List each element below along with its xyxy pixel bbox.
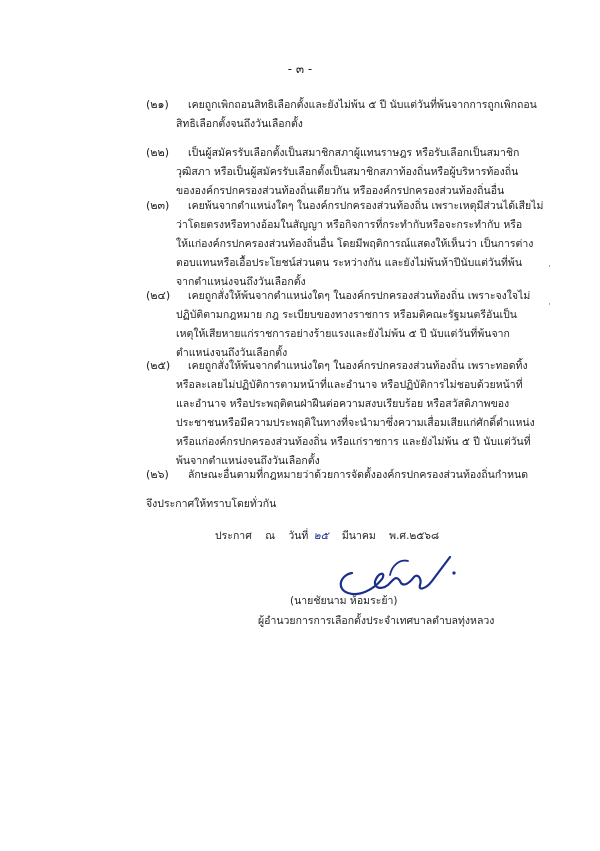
page-number: - ๓ - bbox=[287, 62, 313, 76]
item-number: (๒๕) bbox=[146, 359, 171, 372]
item-number: (๒๓) bbox=[146, 199, 170, 212]
item-line: หรือละเลยไม่ปฏิบัติการตามหน้าที่และอำนาจ หรือปฏิบัติการไม่ชอบด้วยหน้าที่ bbox=[176, 379, 523, 391]
item-line: ปฏิบัติตามกฎหมาย กฎ ระเบียบของทางราชการ หรือมติคณะรัฐมนตรีอันเป็น bbox=[176, 309, 517, 321]
item-line: ให้แก่องค์กรปกครองส่วนท้องถิ่นอื่น โดยมีพฤติการณ์แสดงให้เห็นว่า เป็นการต่าง bbox=[176, 238, 534, 250]
item-number: (๒๑) bbox=[146, 98, 169, 111]
announce-month: มีนาคม bbox=[341, 530, 376, 542]
announce-year: พ.ศ.๒๕๖๘ bbox=[389, 530, 440, 542]
item-line: เคยถูกสั่งให้พ้นจากตำแหน่งใดๆ ในองค์กรปกครองส่วนท้องถิ่น เพราะทอดทิ้ง bbox=[188, 360, 528, 372]
item-line: เคยถูกสั่งให้พ้นจากตำแหน่งใดๆ ในองค์กรปกครองส่วนท้องถิ่น เพราะจงใจไม่ bbox=[188, 290, 531, 302]
announce-label: ประกาศ bbox=[215, 530, 252, 542]
item-line: และอำนาจ หรือประพฤติตนฝ่าฝืนต่อความสงบเรียบร้อย หรือสวัสดิภาพของ bbox=[176, 398, 510, 410]
item-line: เหตุให้เสียหายแก่ราชการอย่างร้ายแรงและยังไม่พ้น ๕ ปี นับแต่วันที่พ้นจาก bbox=[176, 328, 510, 340]
item-line: สิทธิเลือกตั้งจนถึงวันเลือกตั้ง bbox=[176, 118, 303, 130]
item-line: เป็นผู้สมัครรับเลือกตั้งเป็นสมาชิกสภาผู้แทนราษฎร หรือรับเลือกเป็นสมาชิก bbox=[188, 147, 520, 159]
announce-day-handwritten: ๒๕ bbox=[313, 530, 329, 542]
item-line: จากตำแหน่งจนถึงวันเลือกตั้ง bbox=[176, 276, 306, 288]
item-number: (๒๖) bbox=[146, 468, 169, 481]
item-line: เคยพ้นจากตำแหน่งใดๆ ในองค์กรปกครองส่วนท้องถิ่น เพราะเหตุมีส่วนได้เสียไม่ bbox=[188, 200, 544, 212]
item-line: ตอบแทนหรือเอื้อประโยชน์ส่วนตน ระหว่างกัน และยังไม่พ้นห้าปีนับแต่วันที่พ้น bbox=[176, 257, 523, 269]
margin-mark: · bbox=[548, 300, 551, 310]
item-line: ลักษณะอื่นตามที่กฎหมายว่าด้วยการจัดตั้งองค์กรปกครองส่วนท้องถิ่นกำหนด bbox=[188, 469, 529, 481]
item-line: เคยถูกเพิกถอนสิทธิเลือกตั้งและยังไม่พ้น ๕ ปี นับแต่วันที่พ้นจากการถูกเพิกถอน bbox=[188, 99, 537, 111]
item-line: หรือแก่องค์กรปกครองส่วนท้องถิ่น หรือแก่ราชการ และยังไม่พ้น ๕ ปี นับแต่วันที่ bbox=[176, 436, 531, 448]
margin-mark: · bbox=[548, 262, 551, 272]
item-line: วุฒิสภา หรือเป็นผู้สมัครรับเลือกตั้งเป็นสมาชิกสภาท้องถิ่นหรือผู้บริหารท้องถิ่น bbox=[176, 166, 519, 178]
announcement-date bbox=[215, 527, 449, 545]
item-number: (๒๒) bbox=[146, 146, 170, 159]
signer-title: ผู้อำนวยการการเลือกตั้งประจำเทศบาลตำบลทุ่งหลวง bbox=[258, 615, 495, 627]
signer-name: (นายชัยนาม ห้อมระย้า) bbox=[290, 595, 398, 607]
item-line: ตำแหน่งจนถึงวันเลือกตั้ง bbox=[176, 347, 288, 359]
item-line: พ้นจากตำแหน่งจนถึงวันเลือกตั้ง bbox=[176, 455, 320, 467]
item-number: (๒๔) bbox=[146, 289, 171, 302]
closing-statement: จึงประกาศให้ทราบโดยทั่วกัน bbox=[146, 498, 277, 510]
item-line: ว่าโดยตรงหรือทางอ้อมในสัญญา หรือกิจการที่กระทำกับหรือจะกระทำกับ หรือ bbox=[176, 219, 523, 231]
announce-at: ณ bbox=[265, 530, 275, 542]
announce-day-label: วันที่ bbox=[288, 530, 309, 542]
item-line: ขององค์กรปกครองส่วนท้องถิ่นเดียวกัน หรือองค์กรปกครองส่วนท้องถิ่นอื่น bbox=[176, 185, 505, 197]
item-line: ประชาชนหรือมีความประพฤติในทางที่จะนำมาซึ่งความเสื่อมเสียแก่ศักดิ์ตำแหน่ง bbox=[176, 417, 535, 429]
